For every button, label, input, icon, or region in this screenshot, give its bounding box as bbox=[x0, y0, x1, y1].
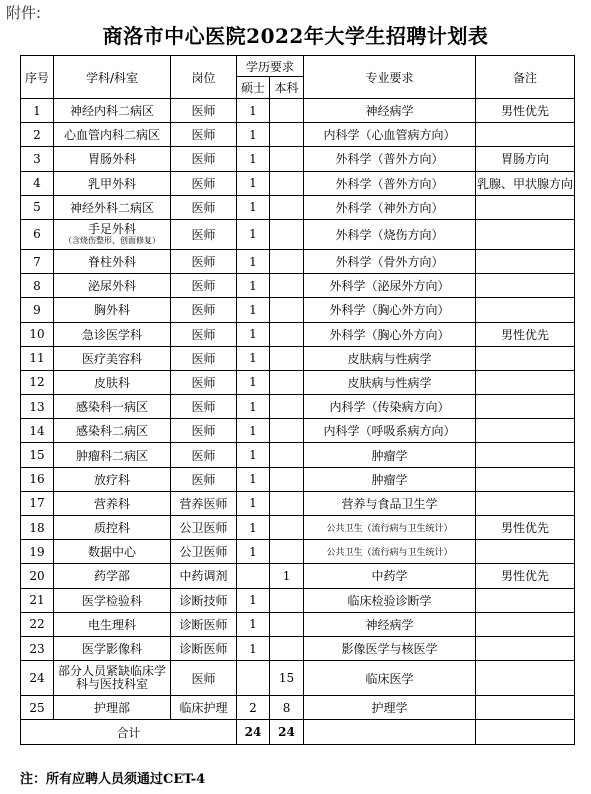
header-bachelor: 本科 bbox=[270, 77, 304, 99]
cell-post: 临床护理 bbox=[171, 696, 237, 720]
cell-remark bbox=[476, 249, 575, 273]
table-row bbox=[21, 612, 575, 636]
total-master: 24 bbox=[237, 720, 270, 745]
cell-post: 医师 bbox=[171, 443, 237, 467]
cell-post: 医师 bbox=[171, 346, 237, 370]
cell-remark: 男性优先 bbox=[476, 564, 575, 588]
cell-post: 医师 bbox=[171, 147, 237, 171]
cell-master: 1 bbox=[237, 467, 270, 491]
table-row bbox=[21, 322, 575, 346]
cell-bachelor: 8 bbox=[270, 696, 304, 720]
table-row bbox=[21, 195, 575, 219]
header-edu: 学历要求 bbox=[237, 56, 304, 77]
cell-post: 医师 bbox=[171, 99, 237, 123]
cell-bachelor: 1 bbox=[270, 564, 304, 588]
table-body bbox=[21, 99, 575, 720]
cell-bachelor bbox=[270, 171, 304, 195]
cell-no: 7 bbox=[21, 249, 54, 273]
table-row bbox=[21, 443, 575, 467]
cell-post: 医师 bbox=[171, 419, 237, 443]
cell-master: 1 bbox=[237, 274, 270, 298]
footnote: 注：所有应聘人员须通过CET-4 bbox=[20, 772, 206, 787]
cell-no: 20 bbox=[21, 564, 54, 588]
cell-no: 1 bbox=[21, 99, 54, 123]
cell-major: 外科学（烧伤方向） bbox=[304, 219, 476, 249]
cell-master: 1 bbox=[237, 171, 270, 195]
table-row bbox=[21, 636, 575, 660]
cell-post: 诊断医师 bbox=[171, 612, 237, 636]
cell-post: 公卫医师 bbox=[171, 516, 237, 540]
header-dept: 学科/科室 bbox=[54, 56, 171, 99]
cell-master: 1 bbox=[237, 443, 270, 467]
cell-remark: 男性优先 bbox=[476, 99, 575, 123]
cell-master: 1 bbox=[237, 322, 270, 346]
table-row bbox=[21, 588, 575, 612]
header-no: 序号 bbox=[21, 56, 54, 99]
cell-dept: 医学影像科 bbox=[54, 636, 171, 660]
cell-no: 22 bbox=[21, 612, 54, 636]
cell-post: 医师 bbox=[171, 467, 237, 491]
cell-dept: 急诊医学科 bbox=[54, 322, 171, 346]
cell-dept: 皮肤科 bbox=[54, 370, 171, 394]
cell-major: 营养与食品卫生学 bbox=[304, 491, 476, 515]
table-row bbox=[21, 99, 575, 123]
cell-no: 2 bbox=[21, 123, 54, 147]
table-row bbox=[21, 395, 575, 419]
cell-master: 1 bbox=[237, 147, 270, 171]
cell-dept: 部分人员紧缺临床学科与医技科室 bbox=[54, 661, 171, 696]
cell-major: 内科学（传染病方向） bbox=[304, 395, 476, 419]
header-post: 岗位 bbox=[171, 56, 237, 99]
cell-remark: 男性优先 bbox=[476, 322, 575, 346]
cell-major: 临床医学 bbox=[304, 661, 476, 696]
cell-post: 医师 bbox=[171, 249, 237, 273]
cell-no: 18 bbox=[21, 516, 54, 540]
table-row bbox=[21, 661, 575, 696]
cell-dept: 胸外科 bbox=[54, 298, 171, 322]
cell-major: 护理学 bbox=[304, 696, 476, 720]
cell-no: 3 bbox=[21, 147, 54, 171]
cell-post: 营养医师 bbox=[171, 491, 237, 515]
cell-post: 医师 bbox=[171, 322, 237, 346]
cell-dept: 肿瘤科二病区 bbox=[54, 443, 171, 467]
cell-bachelor bbox=[270, 346, 304, 370]
cell-remark bbox=[476, 395, 575, 419]
cell-major: 内科学（心血管病方向） bbox=[304, 123, 476, 147]
cell-bachelor bbox=[270, 395, 304, 419]
table-row bbox=[21, 123, 575, 147]
table-row bbox=[21, 467, 575, 491]
cell-no: 14 bbox=[21, 419, 54, 443]
cell-dept: 质控科 bbox=[54, 516, 171, 540]
cell-no: 23 bbox=[21, 636, 54, 660]
cell-post: 医师 bbox=[171, 219, 237, 249]
table-row bbox=[21, 219, 575, 249]
cell-no: 24 bbox=[21, 661, 54, 696]
cell-remark bbox=[476, 298, 575, 322]
total-major-empty bbox=[304, 720, 476, 745]
cell-remark bbox=[476, 467, 575, 491]
cell-remark bbox=[476, 661, 575, 696]
cell-master: 1 bbox=[237, 99, 270, 123]
cell-master: 1 bbox=[237, 395, 270, 419]
cell-bachelor bbox=[270, 123, 304, 147]
cell-no: 9 bbox=[21, 298, 54, 322]
table-row bbox=[21, 298, 575, 322]
cell-dept: 乳甲外科 bbox=[54, 171, 171, 195]
cell-master: 1 bbox=[237, 612, 270, 636]
cell-bachelor bbox=[270, 467, 304, 491]
cell-dept: 神经内科二病区 bbox=[54, 99, 171, 123]
cell-major: 外科学（胸心外方向） bbox=[304, 322, 476, 346]
cell-dept: 胃肠外科 bbox=[54, 147, 171, 171]
cell-bachelor bbox=[270, 99, 304, 123]
cell-major: 公共卫生（流行病与卫生统计） bbox=[304, 516, 476, 540]
cell-major: 皮肤病与性病学 bbox=[304, 346, 476, 370]
cell-master: 1 bbox=[237, 491, 270, 515]
cell-remark: 男性优先 bbox=[476, 516, 575, 540]
cell-bachelor bbox=[270, 298, 304, 322]
header-master: 硕士 bbox=[237, 77, 270, 99]
cell-bachelor bbox=[270, 540, 304, 564]
cell-master: 1 bbox=[237, 516, 270, 540]
cell-master: 1 bbox=[237, 219, 270, 249]
cell-bachelor bbox=[270, 274, 304, 298]
cell-post: 医师 bbox=[171, 298, 237, 322]
cell-master: 1 bbox=[237, 346, 270, 370]
cell-major: 外科学（普外方向） bbox=[304, 147, 476, 171]
cell-bachelor bbox=[270, 322, 304, 346]
cell-major: 外科学（胸心外方向） bbox=[304, 298, 476, 322]
cell-dept: 感染科二病区 bbox=[54, 419, 171, 443]
dept-label: 手足外科 bbox=[87, 222, 136, 237]
cell-master: 1 bbox=[237, 588, 270, 612]
total-label: 合计 bbox=[21, 720, 237, 745]
cell-dept: 医疗美容科 bbox=[54, 346, 171, 370]
cell-remark bbox=[476, 195, 575, 219]
cell-master: 1 bbox=[237, 195, 270, 219]
table-row bbox=[21, 540, 575, 564]
table-row bbox=[21, 274, 575, 298]
cell-remark bbox=[476, 419, 575, 443]
cell-master bbox=[237, 564, 270, 588]
cell-no: 19 bbox=[21, 540, 54, 564]
cell-major: 皮肤病与性病学 bbox=[304, 370, 476, 394]
dept-sublabel: （含烧伤整形、创面修复） bbox=[64, 236, 160, 246]
cell-remark bbox=[476, 346, 575, 370]
cell-bachelor bbox=[270, 147, 304, 171]
table-row bbox=[21, 370, 575, 394]
cell-remark: 乳腺、甲状腺方向 bbox=[476, 171, 575, 195]
cell-bachelor: 15 bbox=[270, 661, 304, 696]
cell-no: 13 bbox=[21, 395, 54, 419]
cell-major: 神经病学 bbox=[304, 612, 476, 636]
header-remark: 备注 bbox=[476, 56, 575, 99]
cell-post: 医师 bbox=[171, 123, 237, 147]
cell-remark bbox=[476, 696, 575, 720]
cell-major: 神经病学 bbox=[304, 99, 476, 123]
cell-remark bbox=[476, 612, 575, 636]
page-title: 商洛市中心医院2022年大学生招聘计划表 bbox=[102, 24, 489, 48]
cell-no: 10 bbox=[21, 322, 54, 346]
table-row bbox=[21, 147, 575, 171]
cell-dept: 脊柱外科 bbox=[54, 249, 171, 273]
cell-dept: 药学部 bbox=[54, 564, 171, 588]
cell-dept: 营养科 bbox=[54, 491, 171, 515]
cell-post: 医师 bbox=[171, 370, 237, 394]
cell-major: 外科学（神外方向） bbox=[304, 195, 476, 219]
table-row bbox=[21, 171, 575, 195]
table-row bbox=[21, 696, 575, 720]
cell-no: 17 bbox=[21, 491, 54, 515]
cell-remark bbox=[476, 443, 575, 467]
cell-master: 1 bbox=[237, 419, 270, 443]
cell-no: 21 bbox=[21, 588, 54, 612]
total-remark-empty bbox=[476, 720, 575, 745]
cell-master: 1 bbox=[237, 636, 270, 660]
cell-bachelor bbox=[270, 612, 304, 636]
cell-bachelor bbox=[270, 636, 304, 660]
cell-bachelor bbox=[270, 419, 304, 443]
table-row bbox=[21, 516, 575, 540]
cell-post: 诊断医师 bbox=[171, 636, 237, 660]
cell-major: 公共卫生（流行病与卫生统计） bbox=[304, 540, 476, 564]
cell-dept: 数据中心 bbox=[54, 540, 171, 564]
header-major: 专业要求 bbox=[304, 56, 476, 99]
cell-master: 1 bbox=[237, 370, 270, 394]
cell-remark bbox=[476, 636, 575, 660]
cell-no: 12 bbox=[21, 370, 54, 394]
cell-bachelor bbox=[270, 219, 304, 249]
table-row bbox=[21, 491, 575, 515]
cell-major: 内科学（呼吸系病方向） bbox=[304, 419, 476, 443]
cell-master: 2 bbox=[237, 696, 270, 720]
cell-post: 医师 bbox=[171, 274, 237, 298]
cell-dept: 感染科一病区 bbox=[54, 395, 171, 419]
cell-remark bbox=[476, 491, 575, 515]
cell-dept: 放疗科 bbox=[54, 467, 171, 491]
cell-dept bbox=[54, 219, 171, 249]
cell-master: 1 bbox=[237, 249, 270, 273]
attachment-label: 附件: bbox=[6, 4, 42, 22]
cell-remark bbox=[476, 274, 575, 298]
cell-no: 8 bbox=[21, 274, 54, 298]
cell-post: 诊断技师 bbox=[171, 588, 237, 612]
table-row bbox=[21, 249, 575, 273]
cell-major: 影像医学与核医学 bbox=[304, 636, 476, 660]
cell-remark: 胃肠方向 bbox=[476, 147, 575, 171]
cell-bachelor bbox=[270, 443, 304, 467]
cell-remark bbox=[476, 588, 575, 612]
cell-major: 临床检验诊断学 bbox=[304, 588, 476, 612]
cell-remark bbox=[476, 540, 575, 564]
cell-bachelor bbox=[270, 491, 304, 515]
cell-master: 1 bbox=[237, 540, 270, 564]
cell-no: 4 bbox=[21, 171, 54, 195]
cell-dept: 心血管内科二病区 bbox=[54, 123, 171, 147]
cell-bachelor bbox=[270, 370, 304, 394]
cell-major: 外科学（泌尿外方向） bbox=[304, 274, 476, 298]
cell-bachelor bbox=[270, 588, 304, 612]
table-row bbox=[21, 346, 575, 370]
total-row bbox=[21, 720, 575, 745]
cell-no: 16 bbox=[21, 467, 54, 491]
table-row bbox=[21, 419, 575, 443]
cell-remark bbox=[476, 219, 575, 249]
cell-post: 公卫医师 bbox=[171, 540, 237, 564]
cell-dept: 泌尿外科 bbox=[54, 274, 171, 298]
cell-bachelor bbox=[270, 195, 304, 219]
cell-post: 医师 bbox=[171, 195, 237, 219]
cell-major: 外科学（普外方向） bbox=[304, 171, 476, 195]
cell-master bbox=[237, 661, 270, 696]
table-row bbox=[21, 564, 575, 588]
cell-no: 6 bbox=[21, 219, 54, 249]
cell-bachelor bbox=[270, 249, 304, 273]
recruitment-table bbox=[20, 55, 575, 745]
cell-post: 医师 bbox=[171, 395, 237, 419]
cell-remark bbox=[476, 370, 575, 394]
cell-dept: 护理部 bbox=[54, 696, 171, 720]
cell-post: 医师 bbox=[171, 661, 237, 696]
cell-master: 1 bbox=[237, 123, 270, 147]
cell-remark bbox=[476, 123, 575, 147]
cell-bachelor bbox=[270, 516, 304, 540]
cell-no: 11 bbox=[21, 346, 54, 370]
cell-major: 中药学 bbox=[304, 564, 476, 588]
cell-post: 医师 bbox=[171, 171, 237, 195]
cell-dept: 神经外科二病区 bbox=[54, 195, 171, 219]
cell-major: 肿瘤学 bbox=[304, 443, 476, 467]
cell-master: 1 bbox=[237, 298, 270, 322]
cell-no: 25 bbox=[21, 696, 54, 720]
cell-dept: 医学检验科 bbox=[54, 588, 171, 612]
cell-no: 15 bbox=[21, 443, 54, 467]
cell-post: 中药调剂 bbox=[171, 564, 237, 588]
cell-major: 肿瘤学 bbox=[304, 467, 476, 491]
cell-major: 外科学（骨外方向） bbox=[304, 249, 476, 273]
cell-dept: 电生理科 bbox=[54, 612, 171, 636]
cell-no: 5 bbox=[21, 195, 54, 219]
total-bachelor: 24 bbox=[270, 720, 304, 745]
